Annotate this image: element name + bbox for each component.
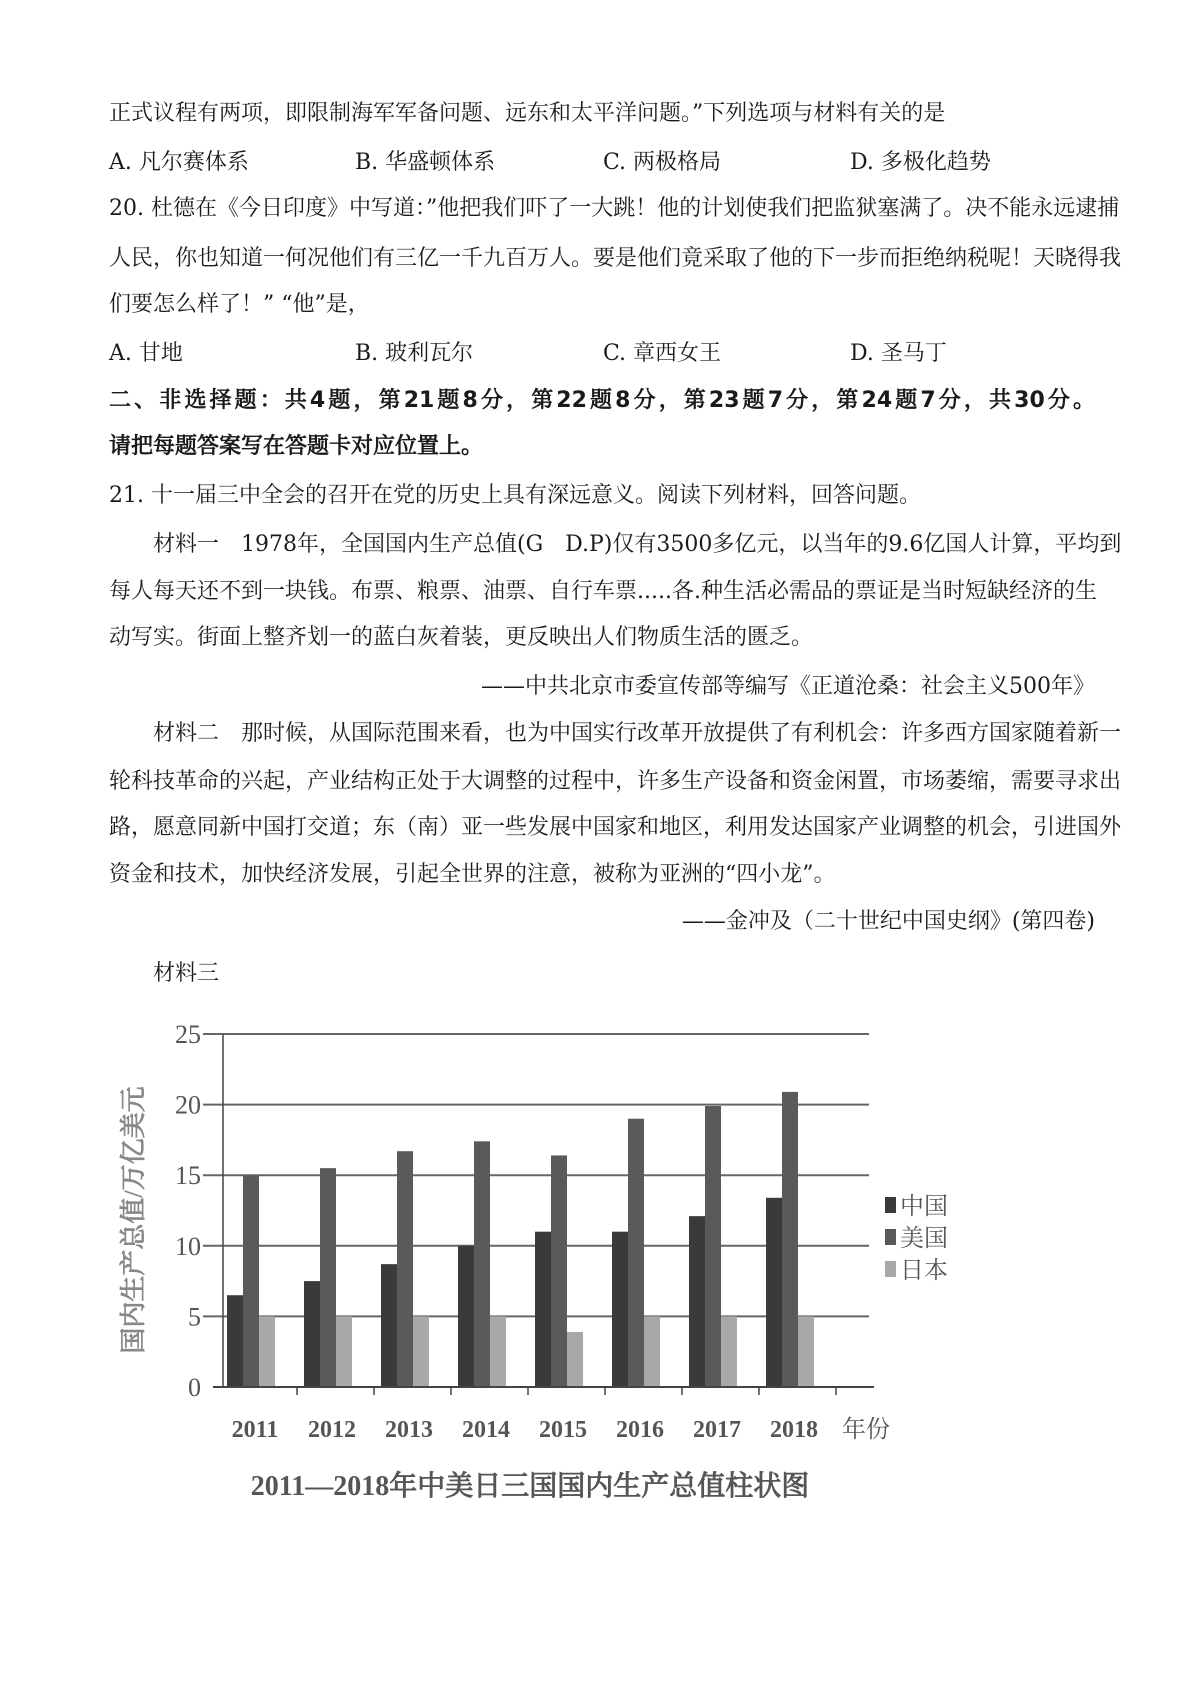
gdp-bar-chart [119, 1010, 948, 1530]
legend-label: 中国 [900, 1194, 948, 1220]
x-tick-label: 2015 [539, 1417, 587, 1443]
q20-line: 们要怎么样了！” “他”是， [109, 292, 370, 317]
bar-美国-2018 [782, 1092, 798, 1387]
x-tick-label: 2012 [308, 1417, 356, 1443]
bar-日本-2015 [567, 1332, 583, 1387]
q19-option-b: B. 华盛顿体系 [355, 150, 496, 175]
bar-中国-2013 [381, 1264, 397, 1387]
q20-option-d: D. 圣马丁 [850, 341, 947, 366]
bar-美国-2015 [551, 1155, 567, 1387]
legend-swatch [885, 1197, 896, 1213]
y-tick-label: 10 [175, 1231, 201, 1261]
bar-日本-2017 [721, 1316, 737, 1387]
x-tick-label: 2016 [616, 1417, 664, 1443]
y-tick-label: 0 [188, 1373, 201, 1402]
section-instruction: 请把每题答案写在答题卡对应位置上。 [109, 434, 484, 459]
bar-中国-2017 [689, 1216, 705, 1387]
q20-option-a: A. 甘地 [109, 341, 183, 366]
legend-swatch [885, 1261, 896, 1277]
bar-日本-2016 [644, 1316, 660, 1387]
material1-line: 材料一 1978年，全国国内生产总值(G D.P)仅有3500多亿元，以当年的9.6亿国人计算，平均到 [153, 532, 1122, 557]
legend-swatch [885, 1229, 896, 1245]
q21-stem: 21. 十一届三中全会的召开在党的历史上具有深远意义。阅读下列材料，回答问题。 [109, 483, 921, 508]
material2-source: ——金冲及（二十世纪中国史纲》(第四卷) [681, 909, 1095, 934]
material2-line: 轮科技革命的兴起，产业结构正处于大调整的过程中，许多生产设备和资金闲置，市场萎缩，需要寻求出 [109, 769, 1122, 794]
bar-日本-2014 [490, 1316, 506, 1387]
y-tick-label: 5 [188, 1302, 201, 1332]
y-tick-label: 20 [175, 1090, 201, 1120]
bar-日本-2011 [259, 1316, 275, 1387]
q20-option-c: C. 章西女王 [603, 341, 722, 366]
material2-line: 资金和技术，加快经济发展，引起全世界的注意，被称为亚洲的“四小龙”。 [109, 862, 836, 887]
y-tick-label: 25 [175, 1020, 201, 1049]
bar-日本-2012 [336, 1316, 352, 1387]
material1-line: 每人每天还不到一块钱。布票、粮票、油票、自行车票.....各.种生活必需品的票证是当时短缺经济的生 [109, 579, 1097, 604]
bar-中国-2014 [458, 1246, 474, 1387]
bar-中国-2016 [612, 1232, 628, 1387]
bar-中国-2018 [766, 1198, 782, 1387]
bar-美国-2012 [320, 1168, 336, 1387]
bar-美国-2014 [474, 1141, 490, 1387]
material1-source: ——中共北京市委宣传部等编写《正道沧桑：社会主义500年》 [481, 674, 1095, 699]
x-tick-label: 2017 [693, 1417, 741, 1443]
material1-line: 动写实。街面上整齐划一的蓝白灰着装，更反映出人们物质生活的匮乏。 [109, 625, 814, 650]
q19-option-d: D. 多极化趋势 [850, 150, 991, 175]
x-tick-label: 2011 [231, 1417, 279, 1443]
bar-日本-2013 [413, 1316, 429, 1387]
bar-日本-2018 [798, 1316, 814, 1387]
chart-title: 2011—2018年中美日三国国内生产总值柱状图 [250, 1471, 810, 1502]
q20-line: 人民，你也知道一何况他们有三亿一千九百万人。要是他们竟采取了他的下一步而拒绝纳税呢！天晓得我 [109, 246, 1122, 271]
bar-中国-2015 [535, 1232, 551, 1387]
q19-stem-tail: 正式议程有两项，即限制海军军备问题、远东和太平洋问题。”下列选项与材料有关的是 [109, 101, 946, 126]
q20-line: 20. 杜德在《今日印度》中写道：”他把我们吓了一大跳！他的计划使我们把监狱塞满了。决不能永远逮捕 [109, 196, 1120, 221]
legend-label: 美国 [900, 1226, 948, 1252]
legend-label: 日本 [900, 1258, 948, 1284]
y-tick-label: 15 [175, 1161, 201, 1191]
chart-bars [227, 1092, 814, 1387]
section-heading: 二、非选择题：共4题，第21题8分，第22题8分，第23题7分，第24题7分，共30分。 [109, 388, 1095, 413]
bar-美国-2011 [243, 1175, 259, 1387]
material3-label: 材料三 [153, 961, 220, 986]
bar-中国-2011 [227, 1295, 243, 1387]
bar-美国-2017 [705, 1106, 721, 1387]
bar-美国-2013 [397, 1151, 413, 1387]
bar-中国-2012 [304, 1281, 320, 1387]
chart-y-axis-label: 国内生产总值/万亿美元 [119, 1086, 148, 1354]
material2-line: 路，愿意同新中国打交道；东（南）亚一些发展中国家和地区，利用发达国家产业调整的机会，引进国外 [109, 815, 1122, 840]
chart-legend [885, 1193, 948, 1284]
chart-x-axis-label: 年份 [842, 1417, 890, 1443]
x-tick-label: 2013 [385, 1417, 433, 1443]
bar-美国-2016 [628, 1119, 644, 1387]
x-tick-label: 2014 [462, 1417, 510, 1443]
q19-option-c: C. 两极格局 [603, 150, 722, 175]
material2-line: 材料二 那时候，从国际范围来看，也为中国实行改革开放提供了有利机会：许多西方国家随着新一 [153, 721, 1122, 746]
q19-option-a: A. 凡尔赛体系 [109, 150, 249, 175]
x-tick-label: 2018 [770, 1417, 818, 1443]
q20-option-b: B. 玻利瓦尔 [355, 341, 474, 366]
